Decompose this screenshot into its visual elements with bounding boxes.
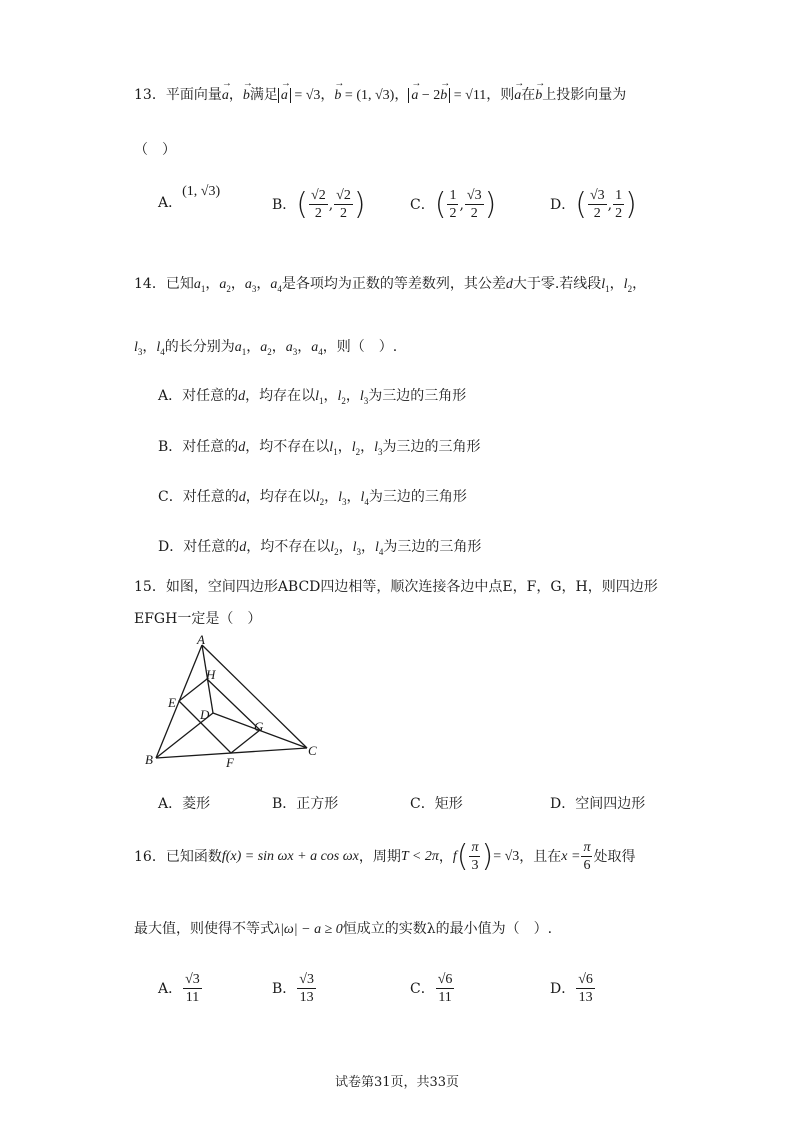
q16-stem-line1: 16．已知函数f(x) = sin ωx + a cos ωx，周期T < 2π，f( $\frac{\pi}{3}$ )= √3，且在x = $\frac{\pi}{6}$ 处取得 <box>134 838 636 874</box>
q13-option-d[interactable]: D．( $\frac{√3}{2}$ , $\frac{1}{2}$ ) <box>550 186 637 222</box>
vector-b: → b <box>243 89 250 103</box>
label-d: D <box>200 707 210 722</box>
q16-option-c[interactable]: C． $\frac{√6}{11}$ <box>410 972 453 1006</box>
q14-number: 14． <box>134 276 166 292</box>
q13-stem: 13．平面向量→ a，→ b满足→ a = √3，→ b = (1, √3)，→ a − 2→ b = √11，则→ a在→ b上投影向量为 <box>134 88 626 103</box>
q14-option-d[interactable]: D．对任意的d，均不存在以$l_2$，$l_3$，$l_4$为三边的三角形 <box>158 539 482 557</box>
q15-option-a[interactable]: A．菱形 <box>158 796 211 812</box>
label-h: H <box>206 667 216 682</box>
q15-option-b[interactable]: B．正方形 <box>272 796 339 812</box>
page-footer: 试卷第31页，共33页 <box>334 1075 460 1090</box>
q13-option-a[interactable]: A．(1, √3) <box>158 184 221 211</box>
label-f: F <box>226 755 234 770</box>
label-a: A <box>197 635 205 647</box>
vector-a: → a <box>222 89 229 103</box>
q13-option-b[interactable]: B．( $\frac{√2}{2}$ , $\frac{√2}{2}$ ) <box>272 186 366 222</box>
q14-stem-line2: $l_3$，$l_4$的长分别为$a_1$，$a_2$，$a_3$，$a_4$，则（ ）. <box>134 339 398 357</box>
q13-answer-paren: （ ） <box>134 142 176 158</box>
q13-number: 13． <box>134 87 166 103</box>
q14-stem-line1: 14．已知$a_1$，$a_2$，$a_3$，$a_4$是各项均为正数的等差数列，其公差d大于零.若线段$l_1$，$l_2$， <box>134 276 647 294</box>
q16-option-a[interactable]: A． $\frac{√3}{11}$ <box>158 972 200 1006</box>
q15-figure <box>140 635 340 775</box>
q15-option-c[interactable]: C．矩形 <box>410 796 463 812</box>
q16-option-b[interactable]: B． $\frac{√3}{13}$ <box>272 972 314 1006</box>
q15-stem-line1: 15．如图，空间四边形ABCD四边相等，顺次连接各边中点E，F，G，H，则四边形 <box>134 579 658 595</box>
q16-option-d[interactable]: D． $\frac{√6}{13}$ <box>550 972 593 1006</box>
q13-option-c[interactable]: C．( $\frac{1}{2}$ , $\frac{√3}{2}$ ) <box>410 186 497 222</box>
q15-option-d[interactable]: D．空间四边形 <box>550 796 646 812</box>
q14-option-a[interactable]: A．对任意的d，均存在以$l_1$，$l_2$，$l_3$为三边的三角形 <box>158 388 467 406</box>
q13-cond3: → a − 2→ b = √11 <box>408 88 486 103</box>
q16-stem-line2: 最大值，则使得不等式λ|ω| − a ≥ 0恒成立的实数λ的最小值为（ ）. <box>134 921 553 937</box>
q16-number: 16． <box>134 848 166 865</box>
label-b: B <box>145 752 153 767</box>
q14-option-c[interactable]: C．对任意的d，均存在以$l_2$，$l_3$，$l_4$为三边的三角形 <box>158 489 467 507</box>
q14-option-b[interactable]: B．对任意的d，均不存在以$l_1$，$l_2$，$l_3$为三边的三角形 <box>158 439 481 457</box>
q15-stem-line2: EFGH一定是（ ） <box>134 611 262 627</box>
q13-cond1: → a = √3 <box>278 88 321 103</box>
label-c: C <box>308 743 317 758</box>
label-e: E <box>168 695 176 710</box>
label-g: G <box>254 719 264 734</box>
q13-cond2: → b = (1, √3) <box>334 88 394 103</box>
